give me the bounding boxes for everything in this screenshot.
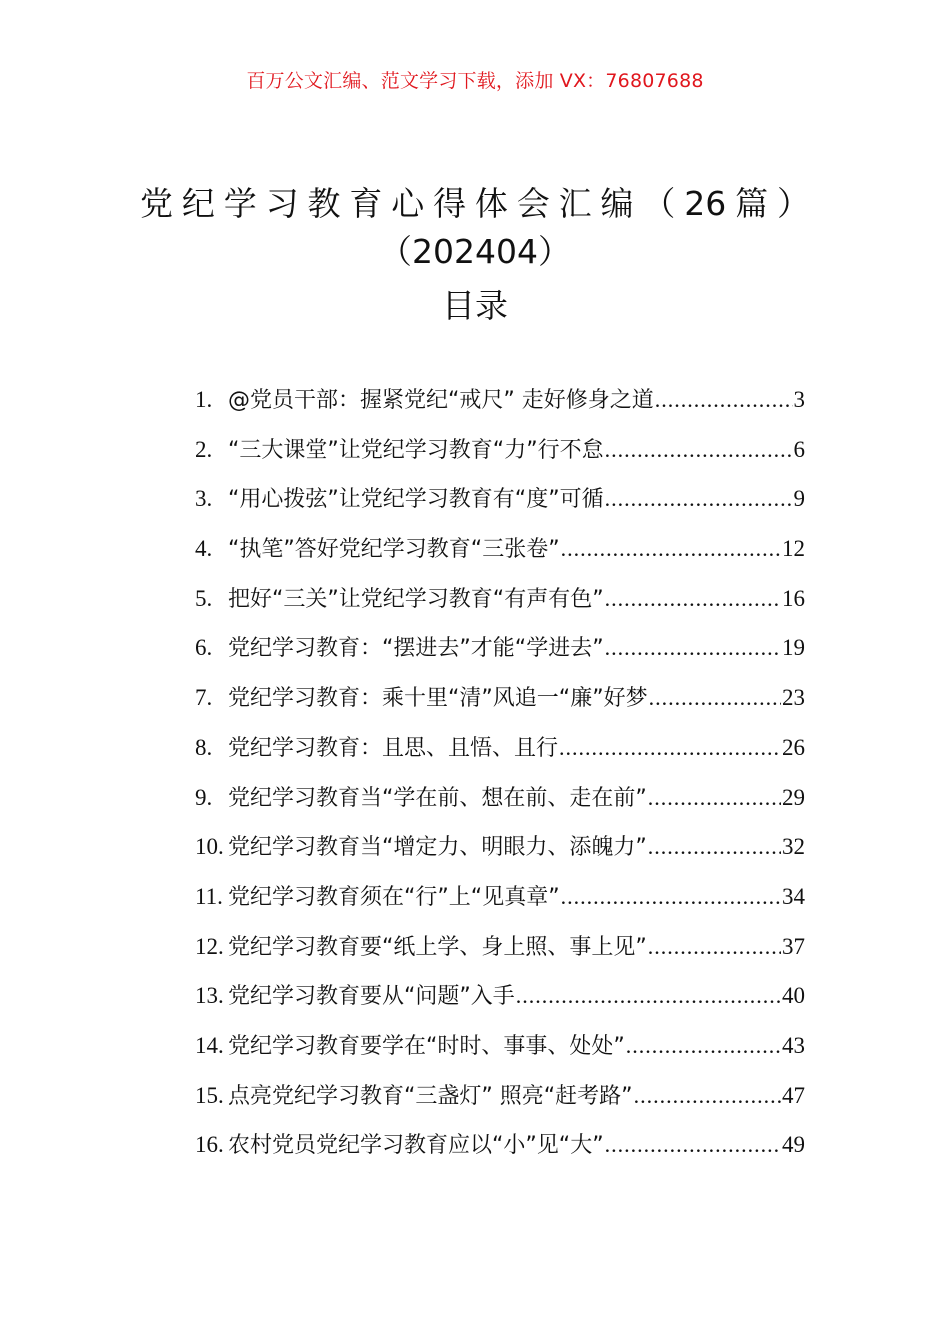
toc-entry-title: 党纪学习教育：“摆进去”才能“学进去” (228, 636, 604, 662)
toc-entry-page: 49 (782, 1132, 805, 1158)
toc-dot-leader (634, 1083, 781, 1109)
toc-entry-page: 19 (782, 635, 805, 661)
toc-entry-title: “用心拨弦”让党纪学习教育有“度”可循 (228, 487, 604, 513)
toc-dot-leader (648, 934, 781, 960)
toc-entry-number: 8. (195, 734, 213, 760)
toc-entry-13[interactable] (195, 979, 805, 1029)
toc-dot-leader (516, 983, 781, 1009)
toc-entry-number: 12. (195, 933, 224, 959)
toc-dot-leader (561, 884, 781, 910)
toc-entry-page: 32 (782, 834, 805, 860)
toc-entry-page: 23 (782, 685, 805, 711)
document-title: 党纪学习教育心得体会汇编（26篇）（202404） (140, 184, 810, 271)
toc-entry-title: 党纪学习教育要“纸上学、身上照、事上见” (228, 934, 647, 960)
toc-entry-number: 13. (195, 983, 224, 1009)
toc-entry-number: 11. (195, 883, 223, 909)
toc-dot-leader (605, 586, 781, 612)
toc-entry-5[interactable] (195, 582, 805, 632)
toc-dot-leader (649, 685, 781, 711)
toc-entry-title: 党纪学习教育要从“问题”入手 (228, 984, 515, 1010)
toc-entry-14[interactable] (195, 1029, 805, 1079)
toc-entry-4[interactable] (195, 532, 805, 582)
toc-entry-7[interactable] (195, 681, 805, 731)
toc-entry-page: 16 (782, 585, 805, 611)
toc-entry-number: 6. (195, 635, 213, 661)
toc-entry-page: 9 (793, 486, 805, 512)
toc-entry-title: 党纪学习教育当“学在前、想在前、走在前” (228, 785, 647, 811)
toc-entry-title: 党纪学习教育：且思、且悟、且行 (228, 735, 559, 761)
toc-entry-number: 9. (195, 784, 213, 810)
toc-entry-title: 把好“三关”让党纪学习教育“有声有色” (228, 586, 604, 612)
toc-dot-leader (605, 486, 793, 512)
toc-dot-leader (605, 437, 793, 463)
table-of-contents (195, 383, 805, 1178)
toc-entry-title: “执笔”答好党纪学习教育“三张卷” (228, 537, 560, 563)
toc-entry-title: 点亮党纪学习教育“三盏灯” 照亮“赶考路” (228, 1083, 633, 1109)
toc-entry-title: “三大课堂”让党纪学习教育“力”行不怠 (228, 437, 604, 463)
toc-entry-title: 党纪学习教育当“增定力、明眼力、添魄力” (228, 835, 647, 861)
toc-entry-number: 14. (195, 1032, 224, 1058)
toc-dot-leader (559, 735, 781, 761)
toc-dot-leader (648, 785, 781, 811)
toc-entry-page: 29 (782, 784, 805, 810)
toc-entry-page: 26 (782, 734, 805, 760)
toc-entry-title: 农村党员党纪学习教育应以“小”见“大” (228, 1133, 604, 1159)
toc-entry-number: 2. (195, 436, 213, 462)
toc-entry-title: 党纪学习教育须在“行”上“见真章” (228, 884, 560, 910)
header-note: 百万公文汇编、范文学习下载，添加 VX：76807688 (246, 70, 704, 92)
toc-dot-leader (605, 635, 781, 661)
toc-entry-8[interactable] (195, 731, 805, 781)
toc-dot-leader (655, 387, 793, 413)
toc-entry-number: 1. (195, 387, 213, 412)
toc-entry-page: 34 (782, 883, 805, 909)
toc-entry-1[interactable] (195, 383, 805, 433)
toc-entry-number: 7. (195, 685, 213, 711)
toc-entry-number: 15. (195, 1082, 224, 1108)
document-subtitle: 目录 (442, 286, 508, 325)
toc-entry-2[interactable] (195, 433, 805, 483)
toc-entry-11[interactable] (195, 880, 805, 930)
toc-entry-3[interactable] (195, 482, 805, 532)
toc-entry-page: 40 (782, 983, 805, 1009)
toc-dot-leader (626, 1033, 781, 1059)
toc-entry-page: 43 (782, 1032, 805, 1058)
toc-entry-page: 6 (793, 436, 805, 462)
toc-entry-title: 党纪学习教育要学在“时时、事事、处处” (228, 1033, 625, 1059)
toc-entry-number: 4. (195, 536, 213, 562)
toc-entry-9[interactable] (195, 781, 805, 831)
toc-dot-leader (561, 536, 781, 562)
toc-dot-leader (605, 1132, 781, 1158)
toc-dot-leader (648, 834, 781, 860)
toc-entry-title: 党纪学习教育：乘十里“清”风追一“廉”好梦 (228, 686, 648, 712)
toc-entry-15[interactable] (195, 1079, 805, 1129)
toc-entry-page: 3 (793, 387, 805, 412)
toc-entry-10[interactable] (195, 830, 805, 880)
toc-entry-number: 10. (195, 834, 224, 860)
toc-entry-number: 5. (195, 585, 213, 611)
toc-entry-16[interactable] (195, 1128, 805, 1178)
toc-entry-page: 37 (782, 933, 805, 959)
toc-entry-number: 16. (195, 1132, 224, 1158)
toc-entry-number: 3. (195, 486, 213, 512)
toc-entry-12[interactable] (195, 930, 805, 980)
toc-entry-page: 12 (782, 536, 805, 562)
toc-entry-title: @党员干部：握紧党纪“戒尺” 走好修身之道 (228, 388, 654, 413)
toc-entry-6[interactable] (195, 631, 805, 681)
toc-entry-page: 47 (782, 1082, 805, 1108)
